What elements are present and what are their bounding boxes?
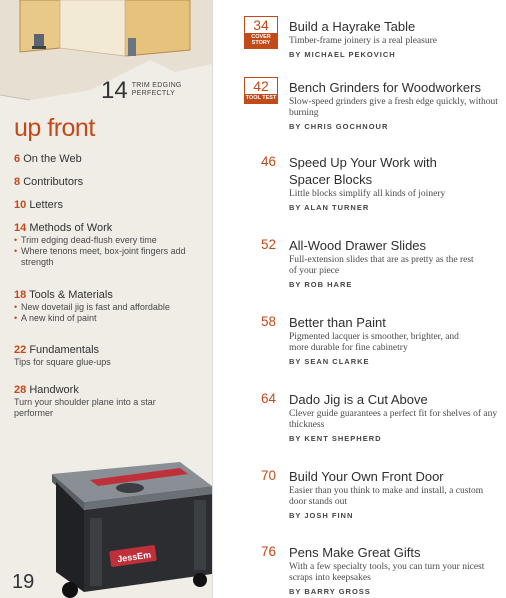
- feature-byline: BY CHRIS GOCHNOUR: [289, 122, 389, 131]
- feature-byline: BY MICHAEL PEKOVICH: [289, 50, 396, 59]
- feature-page-number: 52: [260, 237, 276, 252]
- dept-methods-of-work[interactable]: 14 Methods of Work • Trim edging dead-flush every time • Where tenons meet, box-joint fingers add strength: [14, 222, 206, 268]
- tool-test-badge: TOOL TEST: [245, 95, 277, 101]
- list-item: • A new kind of paint: [14, 313, 97, 323]
- feature-title: Dado Jig is a Cut Above: [289, 392, 428, 407]
- router-table-brand: JessEm: [116, 549, 152, 565]
- feature-dek: With a few specialty tools, you can turn your nicest scraps into keepsakes: [289, 562, 485, 583]
- feature-dek: Timber-frame joinery is a real pleasure: [289, 36, 437, 46]
- dept-on-the-web[interactable]: 6 On the Web: [14, 153, 82, 165]
- feature-title: All-Wood Drawer Slides: [289, 238, 427, 253]
- feature-dek: Pigmented lacquer is smoother, brighter, and more durable for fine cabinetry: [289, 332, 459, 353]
- feature-dek: Little blocks simplify all kinds of joinery: [289, 189, 446, 199]
- feature-byline: BY ROB HARE: [289, 280, 353, 289]
- list-item: • New dovetail jig is fast and affordable: [14, 302, 170, 312]
- feature-title: Bench Grinders for Woodworkers: [289, 80, 481, 95]
- feature-dek: Slow-speed grinders give a fresh edge quickly, without burning: [289, 97, 498, 118]
- page-number: 19: [12, 571, 35, 593]
- dept-fundamentals[interactable]: 22 Fundamentals Tips for square glue-ups: [14, 344, 206, 368]
- router-table-photo: [30, 452, 212, 598]
- feature-title: Speed Up Your Work with Spacer Blocks: [289, 155, 437, 187]
- feature-byline: BY ALAN TURNER: [289, 203, 370, 212]
- feature-title: Better than Paint: [289, 315, 386, 330]
- callout-page-number: 14: [101, 77, 128, 104]
- feature-page-number: 70: [260, 468, 276, 483]
- feature-byline: BY BARRY GROSS: [289, 587, 371, 596]
- up-front-column: [0, 0, 212, 598]
- feature-byline: BY SEAN CLARKE: [289, 357, 370, 366]
- callout-text: TRIM EDGING PERFECTLY: [131, 82, 182, 97]
- feature-dek: Full-extension slides that are as pretty as the rest of your piece: [289, 255, 474, 276]
- dept-handwork[interactable]: 28 Handwork Turn your shoulder plane into a star performer: [14, 384, 206, 419]
- dept-description: Tips for square glue-ups: [14, 357, 111, 367]
- trim-edging-callout: [101, 77, 182, 104]
- feature-byline: BY JOSH FINN: [289, 511, 354, 520]
- feature-page-number: 64: [260, 391, 276, 406]
- up-front-title: up front: [14, 114, 95, 142]
- feature-byline: BY KENT SHEPHERD: [289, 434, 382, 443]
- column-divider: [212, 0, 213, 598]
- page-badge: 42 TOOL TEST: [244, 77, 278, 104]
- feature-dek: Easier than you think to make and install, a custom door stands out: [289, 486, 484, 507]
- dept-contributors[interactable]: 8 Contributors: [14, 176, 84, 188]
- feature-title: Build Your Own Front Door: [289, 469, 444, 484]
- page-badge: 34 COVER STORY: [244, 16, 278, 49]
- feature-page-number: 76: [260, 544, 276, 559]
- feature-dek: Clever guide guarantees a perfect fit for shelves of any thickness: [289, 409, 498, 430]
- feature-title: Pens Make Great Gifts: [289, 545, 421, 560]
- dept-letters[interactable]: 10 Letters: [14, 199, 63, 211]
- feature-page-number: 46: [260, 154, 276, 169]
- list-item: • Trim edging dead-flush every time: [14, 235, 157, 245]
- dept-description: Turn your shoulder plane into a star performer: [14, 397, 156, 418]
- feature-page-number: 58: [260, 314, 276, 329]
- feature-title: Build a Hayrake Table: [289, 19, 416, 34]
- list-item: • Where tenons meet, box-joint fingers add strength: [14, 246, 186, 267]
- cover-story-badge: COVER STORY: [245, 33, 277, 48]
- dept-tools-materials[interactable]: 18 Tools & Materials • New dovetail jig is fast and affordable • A new kind of paint: [14, 289, 206, 324]
